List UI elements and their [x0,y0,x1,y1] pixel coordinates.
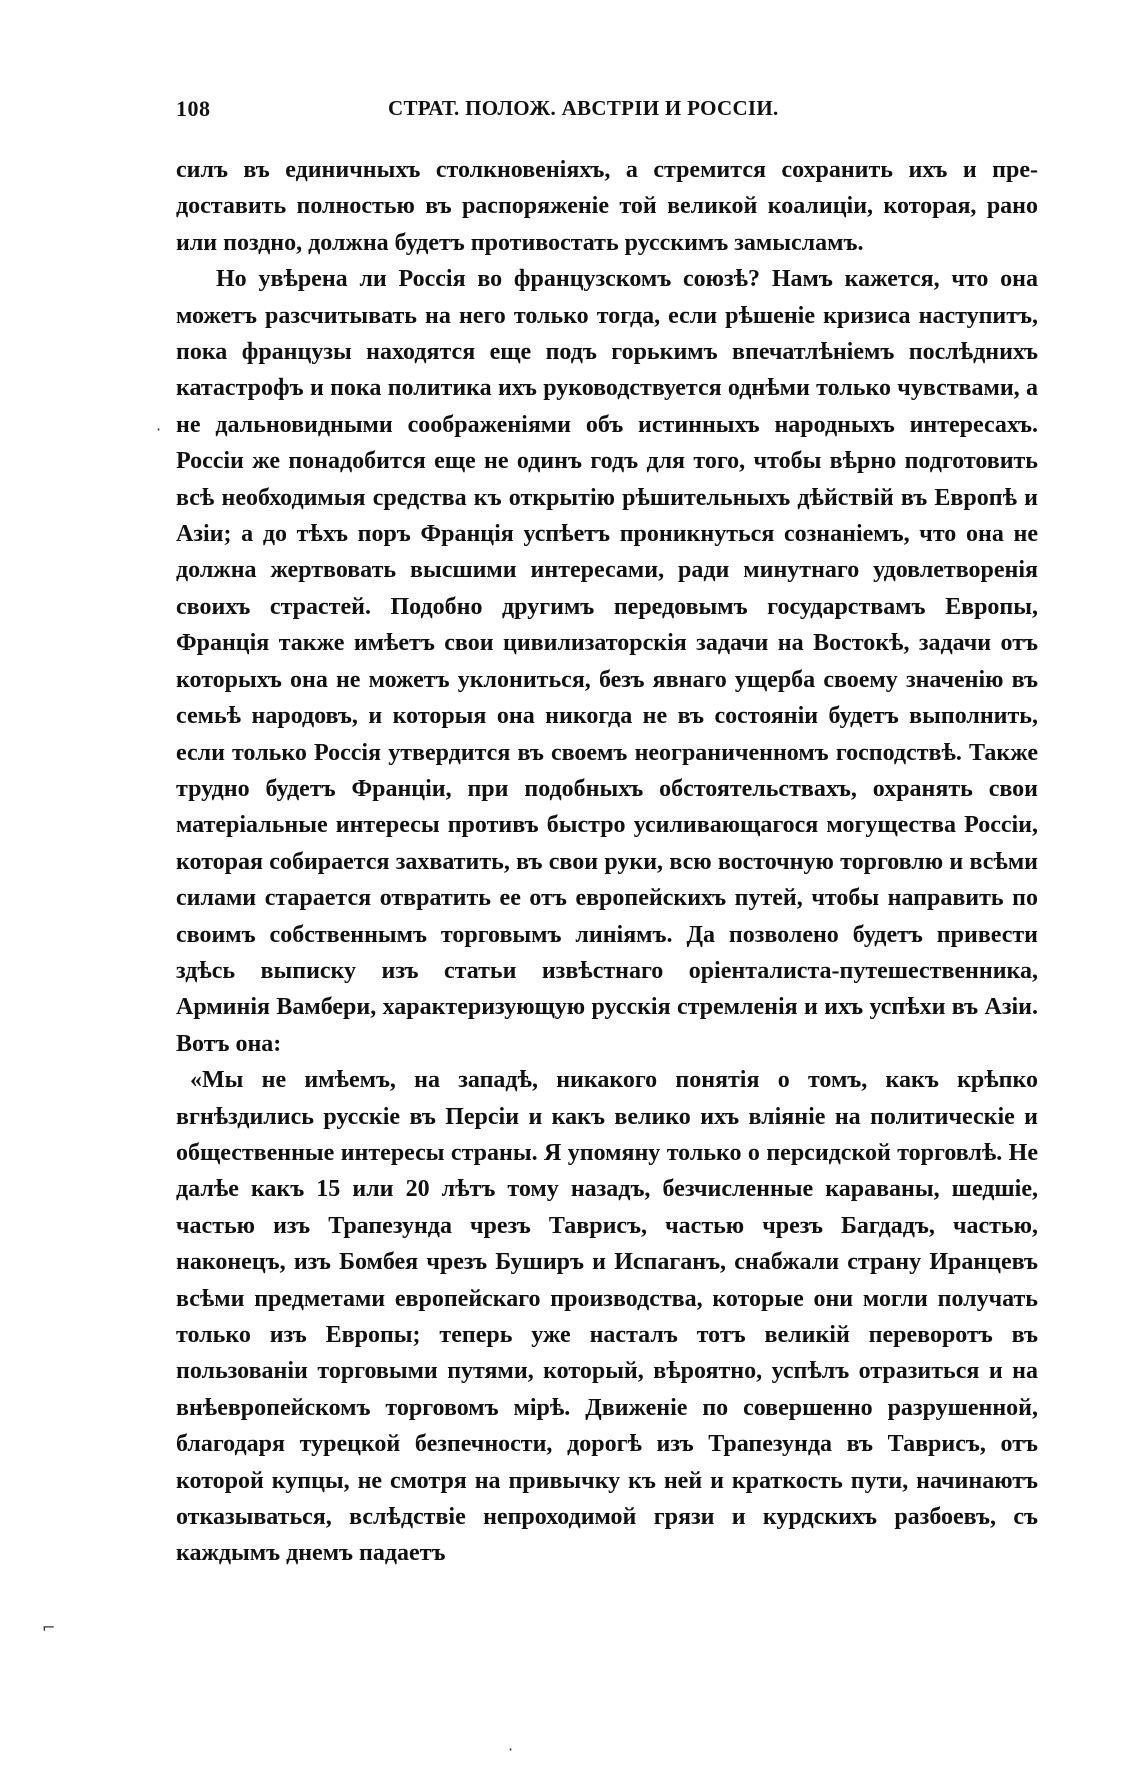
paragraph: Но увѣрена ли Россія во французскомъ союзѣ? Намъ кажется, что она можетъ разсчитывать на него только тогда, если рѣшеніе кризиса наступитъ, пока французы находятся еще подъ горькимъ впечатлѣніемъ послѣднихъ катастрофъ и пока политика ихъ руководствуется однѣми только чувствами, а не дальновидными соображеніями объ истинныхъ народныхъ интересахъ. Россіи же понадобится еще не одинъ годъ для того, чтобы вѣрно подготовить всѣ необходимыя средства къ открытію рѣшительныхъ дѣйствій въ Европѣ и Азіи; а до тѣхъ поръ Франція успѣетъ проникнуться сознаніемъ, что она не должна жертвовать высшими интересами, ради минутнаго удовлетворенія своихъ страстей. Подобно другимъ передовымъ государствамъ Европы, Франція также имѣетъ свои цивилизаторскія задачи на Востокѣ, задачи отъ которыхъ она не можетъ уклониться, безъ явнаго ущерба своему значенію въ семьѣ народовъ, и которыя она никогда не въ состояніи будетъ выполнить, если только Россія утвердится въ своемъ неограниченномъ господствѣ. Также трудно будетъ Франціи, при подобныхъ обстоятельствахъ, охранять свои матеріальные интересы противъ быстро усиливающагося могущества Россіи, которая собирается захватить, въ свои руки, всю восточную торговлю и всѣми силами старается отвратить ее отъ европейскихъ путей, чтобы направить по своимъ собственнымъ торговымъ линіямъ. Да позволено будетъ привести здѣсь выписку изъ статьи извѣстнаго оріенталиста-путешественника, Арминія Вамбери, характеризующую русскія стремленія и ихъ успѣхи въ Азіи. Вотъ она: [176,266,1038,1057]
margin-speck: · [156,420,162,439]
margin-speck: ⌐ [42,1618,56,1637]
running-title: СТРАТ. ПОЛОЖ. АВСТРІИ И РОССІИ. [388,96,779,120]
body-text [176,152,1038,1572]
paragraph-continued: силъ въ единичныхъ столкновеніяхъ, а стремится сохранить ихъ и предоставить полностью въ распоряженіе той великой коалиціи, которая, рано или поздно, должна будетъ противостать русскимъ замысламъ. [176,157,1038,256]
margin-speck: · [508,1740,514,1759]
page-header [176,96,1038,126]
page-number: 108 [176,96,211,121]
quotation-paragraph: «Мы не имѣемъ, на западѣ, никакого понятія о томъ, какъ крѣпко вгнѣздились русскіе въ Персіи и какъ велико ихъ вліяніе на политическіе и общественные интересы страны. Я упомяну только о персидской торговлѣ. Не далѣе какъ 15 или 20 лѣтъ тому назадъ, безчисленные караваны, шедшіе, частью изъ Трапезунда чрезъ Таврисъ, частью чрезъ Багдадъ, частью, наконецъ, изъ Бомбея чрезъ Буширъ и Испаганъ, снабжали страну Иранцевъ всѣми предметами европейскаго производства, которые они могли получать только изъ Европы; теперь уже насталъ тотъ великій переворотъ въ пользованіи торговыми путями, который, вѣроятно, успѣлъ отразиться и на внѣевропейскомъ торговомъ мірѣ. Движеніе по совершенно разрушенной, благодаря турецкой безпечности, дорогѣ изъ Трапезунда въ Таврисъ, отъ которой купцы, не смотря на привычку къ ней и краткость пути, начинаютъ отказываться, вслѣдствіе непроходимой грязи и курдскихъ разбоевъ, съ каждымъ днемъ падаетъ [176,1067,1038,1567]
